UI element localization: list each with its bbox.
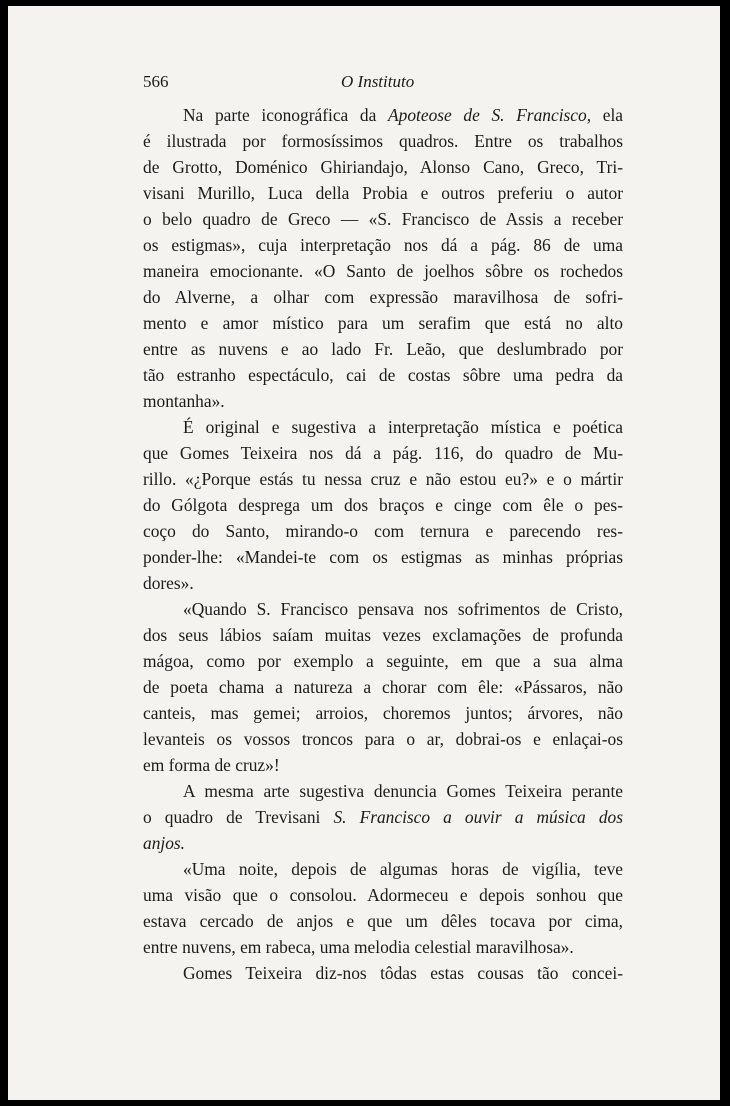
text-segment: montanha». [143,391,225,411]
text-segment: os estigmas», cuja interpretação nos dá a pág. 86 de uma [143,235,623,255]
text-line [143,648,623,674]
italic-text: Apoteose de S. Francisco, [388,105,592,125]
body-text [143,102,623,986]
text-line [143,544,623,570]
text-segment: canteis, mas gemei; arroios, choremos juntos; árvores, não [143,703,623,723]
text-line [143,934,623,960]
page-number: 566 [143,72,169,91]
text-segment: «Quando S. Francisco pensava nos sofrimentos de Cristo, [183,599,623,619]
text-line [143,492,623,518]
text-segment: em forma de cruz»! [143,755,280,775]
text-line [143,180,623,206]
text-segment: É original e sugestiva a interpretação mística e poética [183,417,623,437]
page-header [143,72,623,94]
text-segment: entre as nuvens e ao lado Fr. Leão, que deslumbrado por [143,339,623,359]
text-line [143,856,623,882]
text-segment: é ilustrada por formosíssimos quadros. Entre os trabalhos [143,131,623,151]
text-line [143,570,623,596]
text-segment: o quadro de Trevisani [143,807,334,827]
text-segment: ponder-lhe: «Mandei-te com os estigmas as minhas próprias [143,547,623,567]
text-segment: dores». [143,573,194,593]
text-segment: do Gólgota desprega um dos braços e cinge com êle o pes- [143,495,623,515]
text-line [143,440,623,466]
text-line [143,596,623,622]
text-line [143,908,623,934]
text-segment: uma visão que o consolou. Adormeceu e depois sonhou que [143,885,623,905]
text-segment: estava cercado de anjos e que um dêles tocava por cima, [143,911,623,931]
text-line [143,960,623,986]
text-line [143,284,623,310]
text-segment: entre nuvens, em rabeca, uma melodia celestial maravilhosa». [143,937,574,957]
text-line [143,674,623,700]
text-line [143,310,623,336]
text-line [143,206,623,232]
italic-text: anjos. [143,833,186,853]
text-segment: «Uma noite, depois de algumas horas de vigília, teve [183,859,623,879]
text-segment: Na parte iconográfica da [183,105,388,125]
text-segment: rillo. «¿Porque estás tu nessa cruz e não estou eu?» e o mártir [143,469,623,489]
text-line [143,128,623,154]
text-line [143,752,623,778]
text-segment: que Gomes Teixeira nos dá a pág. 116, do quadro de Mu- [143,443,623,463]
text-line [143,258,623,284]
text-segment: do Alverne, a olhar com expressão maravilhosa de sofri- [143,287,623,307]
text-line [143,726,623,752]
text-segment: ela [591,105,623,125]
text-segment: o belo quadro de Greco — «S. Francisco de Assis a receber [143,209,623,229]
text-segment: de Grotto, Doménico Ghiriandajo, Alonso Cano, Greco, Tri- [143,157,623,177]
text-segment: visani Murillo, Luca della Probia e outros preferiu o autor [143,183,623,203]
running-title: O Instituto [341,72,415,91]
text-line [143,232,623,258]
text-line [143,414,623,440]
text-line [143,154,623,180]
text-line [143,466,623,492]
text-segment: mento e amor místico para um serafim que está no alto [143,313,623,333]
italic-text: S. Francisco a ouvir a música dos [333,807,623,827]
text-line [143,830,623,856]
text-line [143,882,623,908]
text-line [143,388,623,414]
book-page [8,6,720,1100]
text-line [143,700,623,726]
text-line [143,362,623,388]
text-segment: dos seus lábios saíam muitas vezes exclamações de profunda [143,625,623,645]
text-segment: coço do Santo, mirando-o com ternura e parecendo res- [143,521,623,541]
text-line [143,804,623,830]
text-segment: de poeta chama a natureza a chorar com êle: «Pássaros, não [143,677,623,697]
text-segment: maneira emocionante. «O Santo de joelhos sôbre os rochedos [143,261,623,281]
text-segment: tão estranho espectáculo, cai de costas sôbre uma pedra da [143,365,623,385]
text-segment: levanteis os vossos troncos para o ar, dobrai-os e enlaçai-os [143,729,623,749]
text-line [143,102,623,128]
text-segment: A mesma arte sugestiva denuncia Gomes Teixeira perante [183,781,623,801]
text-line [143,518,623,544]
text-segment: Gomes Teixeira diz-nos tôdas estas cousas tão concei- [183,963,623,983]
text-line [143,336,623,362]
text-line [143,622,623,648]
text-line [143,778,623,804]
text-segment: mágoa, como por exemplo a seguinte, em que a sua alma [143,651,623,671]
